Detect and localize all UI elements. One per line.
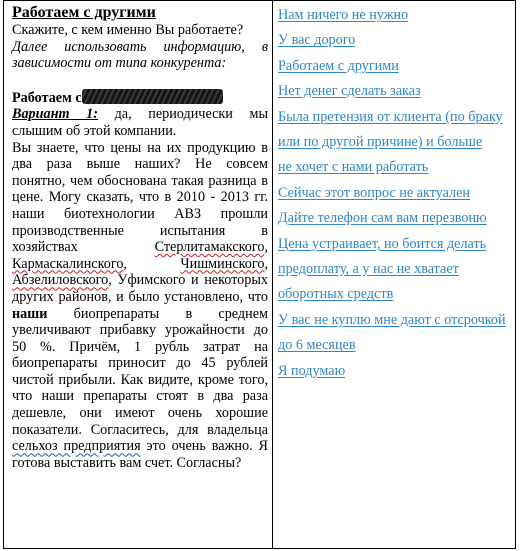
option-no-money[interactable]: Нет денег сделать заказ xyxy=(278,83,421,100)
enterprise-phrase: сельхоз предприятия xyxy=(12,438,141,455)
blank-line xyxy=(12,72,268,89)
separator: , xyxy=(264,239,268,256)
section-title: Работаем с другими xyxy=(12,4,156,21)
redacted-competitor-name xyxy=(82,89,223,104)
region-abzelilovo: Абзелиловского xyxy=(12,272,109,289)
competitor-subhead xyxy=(12,89,268,107)
option-too-expensive[interactable]: У вас дорого xyxy=(278,32,356,49)
option-afraid-prepayment[interactable]: Цена устраивает, но боится делать предоплату, а у нас не хватает оборотных средств xyxy=(278,235,487,303)
script-table xyxy=(3,0,516,549)
pitch-text-4: это очень важно. Я готова выставить вам счет. Согласны? xyxy=(12,438,268,471)
region-chishmy: Чишминского xyxy=(180,255,265,272)
option-not-relevant[interactable]: Сейчас этот вопрос не актуален xyxy=(278,184,470,201)
emphasis-ours: наши xyxy=(12,305,48,322)
option-call-back[interactable]: Дайте телефон сам вам перезвоню xyxy=(278,210,487,227)
pitch-text-1: Вы знаете, что цены на их продукцию в два раза выше наших? Не совсем понятно, чем обоснована такая разница в цене. Могу сказать, что в 2010 - 2013 гг. наши биотехнологии АВЗ прошли производственные испытания в хозяйствах xyxy=(12,139,268,256)
pitch-text-2: , Уфимского и некоторых других районов, и было установлено, что xyxy=(12,272,268,305)
option-deferred-payment[interactable]: У вас не куплю мне дают с отсрочкой до 6 месяцев xyxy=(278,311,506,354)
column-divider xyxy=(272,1,273,548)
instruction-hint: Далее использовать информацию, в зависимости от типа конкурента: xyxy=(12,38,268,72)
option-work-with-others[interactable]: Работаем с другими xyxy=(278,57,399,74)
option-nothing-needed[interactable]: Нам ничего не нужно xyxy=(278,7,409,23)
option-had-complaint[interactable]: Была претензия от клиента (по браку или по другой причине) и больше xyxy=(278,108,503,151)
variant-paragraph xyxy=(12,106,268,139)
variant-label: Вариант 1: xyxy=(12,106,98,123)
pitch-text-3: биопрепараты в среднем увеличивают прибавку урожайности до 50 %. Причём, 1 рубль затрат на биопрепараты приносит до 45 рублей чистой прибыли. Как видите, кроме того, что наши препараты стоят в два раза дешевле, они имеют очень хорошие показатели. Согласитесь, для владельца xyxy=(12,305,268,438)
separator: , xyxy=(123,255,181,272)
option-will-think[interactable]: Я подумаю xyxy=(278,362,346,379)
question-text: Скажите, с кем именно Вы работаете? xyxy=(12,22,244,38)
option-does-not-want[interactable]: не хочет с нами работать xyxy=(278,159,429,176)
subhead-prefix: Работаем с xyxy=(12,89,82,106)
separator: , xyxy=(264,255,268,272)
region-karmaskaly: Кармаскалинского xyxy=(12,255,124,272)
region-sterlitamak: Стерлитамакского xyxy=(154,239,265,256)
variant-text: да, периодически мы слышим об этой компании. xyxy=(12,106,268,139)
objection-links xyxy=(278,3,514,384)
pitch-paragraph xyxy=(12,140,268,472)
script-cell xyxy=(12,3,268,471)
